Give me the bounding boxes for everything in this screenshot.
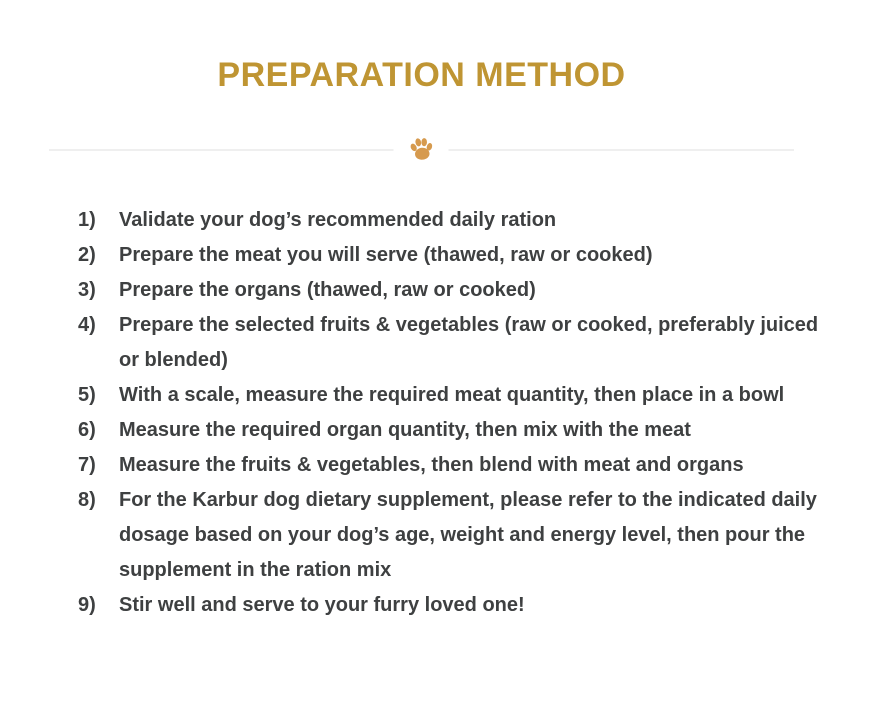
step-text: Prepare the organs (thawed, raw or cooked) [119, 279, 536, 301]
step-number: 1) [78, 209, 96, 231]
step-number: 3) [78, 279, 96, 301]
step-number: 8) [78, 489, 96, 511]
step-item [78, 413, 896, 448]
step-item [78, 238, 896, 273]
step-item [78, 483, 896, 588]
step-number: 9) [78, 594, 96, 616]
step-number: 2) [78, 244, 96, 266]
step-item [78, 378, 896, 413]
step-item [78, 588, 896, 623]
step-text: Prepare the meat you will serve (thawed, raw or cooked) [119, 244, 653, 266]
steps-list [0, 203, 896, 623]
step-text: Measure the fruits & vegetables, then blend with meat and organs [119, 454, 744, 476]
step-number: 6) [78, 419, 96, 441]
step-text: Stir well and serve to your furry loved one! [119, 594, 525, 616]
step-item [78, 273, 896, 308]
step-number: 4) [78, 314, 96, 336]
step-text: For the Karbur dog dietary supplement, please refer to the indicated daily dosage based on your dog’s age, weight and energy level, then pour the supplement in the ration mix [119, 489, 817, 581]
step-text: Prepare the selected fruits & vegetables (raw or cooked, preferably juiced or blended) [119, 314, 819, 371]
step-text: Validate your dog’s recommended daily ration [119, 209, 557, 231]
section-divider [0, 133, 896, 167]
step-item [78, 448, 896, 483]
paw-icon [394, 136, 449, 162]
step-number: 7) [78, 454, 96, 476]
step-item [78, 203, 896, 238]
step-number: 5) [78, 384, 96, 406]
step-item [78, 308, 896, 378]
section-title: PREPARATION METHOD [217, 56, 626, 94]
step-text: With a scale, measure the required meat quantity, then place in a bowl [119, 384, 785, 406]
step-text: Measure the required organ quantity, then mix with the meat [119, 419, 691, 441]
